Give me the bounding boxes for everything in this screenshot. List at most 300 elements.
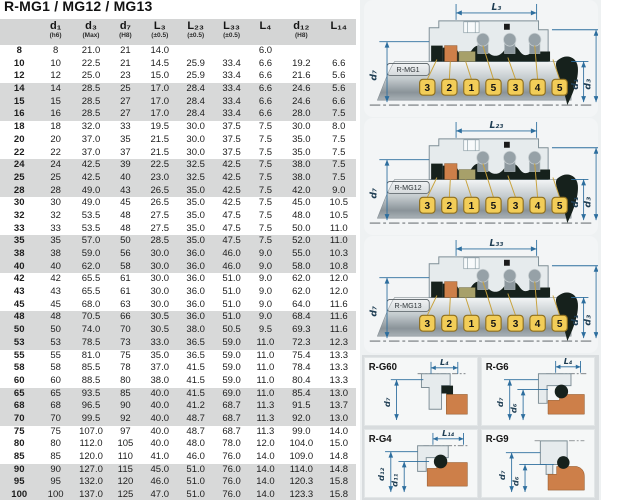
row-size-label: 45 <box>13 298 25 310</box>
table-cell: 28.5 <box>73 96 109 109</box>
table-cell: 48 <box>120 222 131 234</box>
table-cell: 25.9 <box>186 57 205 69</box>
table-cell: 39 <box>109 159 141 172</box>
dim-label-top: L₃ <box>491 1 502 13</box>
callout-number: 4 <box>534 319 541 331</box>
table-cell: 37.0 <box>150 362 170 374</box>
table-cell: 85 <box>109 388 141 401</box>
table-cell: 100 <box>38 489 72 500</box>
elastomer-block <box>548 394 584 414</box>
table-cell <box>281 45 321 58</box>
table-cell: 15.8 <box>322 489 356 500</box>
table-row <box>0 451 356 464</box>
table-cell: 30.0 <box>142 248 178 261</box>
table-cell: 14.8 <box>322 464 356 477</box>
table-cell: 105 <box>117 438 134 450</box>
seat-card-rg9 <box>481 429 595 498</box>
drive-band <box>459 52 475 62</box>
row-size-label: 65 <box>0 388 38 401</box>
table-cell: 37.5 <box>222 121 241 133</box>
table-cell: 28.4 <box>178 83 213 96</box>
table-cell: 24.6 <box>281 96 321 109</box>
table-header-row <box>0 19 356 45</box>
callout-number: 4 <box>534 201 541 213</box>
table-cell: 32.0 <box>81 121 101 133</box>
table-cell: 48.7 <box>178 413 213 426</box>
table-cell: 53.5 <box>81 209 101 221</box>
elastomer-block <box>548 466 584 490</box>
col-header-d1: d₁ (h6) <box>38 19 72 45</box>
table-cell: 97 <box>120 425 131 437</box>
dim-label-d7: d₇ <box>497 470 507 481</box>
callout-number: 2 <box>446 83 453 95</box>
table-cell: 10.5 <box>329 197 349 209</box>
table-cell: 6.6 <box>250 96 281 109</box>
mg-diagram-stack <box>360 0 598 354</box>
table-row <box>0 248 356 261</box>
dim-label-d3: d₃ <box>582 78 594 90</box>
table-cell: 23 <box>120 70 131 82</box>
table-cell: 36.0 <box>178 248 213 261</box>
table-cell: 13.3 <box>329 349 349 361</box>
table-cell: 7.5 <box>250 159 281 172</box>
table-cell: 11.0 <box>256 362 275 374</box>
table-cell: 33.4 <box>222 70 241 82</box>
row-size-label: 18 <box>13 121 25 133</box>
o-ring <box>555 385 568 399</box>
row-size-label: 68 <box>0 400 38 413</box>
table-cell: 36.5 <box>186 349 205 361</box>
table-cell: 11.0 <box>329 222 348 234</box>
mg-diagram-card <box>364 236 598 353</box>
table-cell: 26.5 <box>142 185 178 198</box>
table-cell: 30.5 <box>142 311 178 324</box>
table-cell: 32.5 <box>178 172 213 185</box>
row-size-label: 32 <box>13 209 25 221</box>
seat-card-rg60 <box>364 357 478 426</box>
table-cell: 28.0 <box>281 108 321 121</box>
table-cell: 28.4 <box>178 108 213 121</box>
table-cell: 14.0 <box>150 45 170 56</box>
table-cell: 12 <box>50 70 61 82</box>
table-cell: 14.5 <box>150 57 170 69</box>
table-cell: 49.0 <box>81 197 101 209</box>
table-cell: 33.4 <box>213 83 249 96</box>
table-cell: 48.7 <box>186 425 205 437</box>
row-size-label: 90 <box>0 464 38 477</box>
set-screw <box>504 260 510 266</box>
table-corner-cell <box>0 19 38 45</box>
table-cell: 8 <box>52 45 59 56</box>
mg-diagram <box>364 236 598 353</box>
table-cell: 6.6 <box>258 57 273 69</box>
table-cell: 74.0 <box>73 324 109 337</box>
o-ring <box>434 455 447 469</box>
row-size-label: 12 <box>13 70 25 82</box>
diagram-panel <box>360 0 601 500</box>
row-size-label: 60 <box>13 374 25 386</box>
table-cell: 5.6 <box>322 83 356 96</box>
dim-label-L4: L₄ <box>440 357 449 367</box>
row-size-label: 80 <box>13 438 25 450</box>
row-size-label: 8 <box>16 45 22 56</box>
table-cell: 114.0 <box>281 464 321 477</box>
table-cell: 59.0 <box>222 362 241 374</box>
table-cell: 12.0 <box>329 286 349 298</box>
table-cell: 112.0 <box>79 438 103 450</box>
table-cell: 69.0 <box>213 388 249 401</box>
drive-band <box>459 170 475 180</box>
dim-label-top: L₃₃ <box>489 237 504 249</box>
table-cell: 35.0 <box>178 185 213 198</box>
dim-label-L4: L₄ <box>563 357 573 366</box>
table-cell: 42.5 <box>213 159 249 172</box>
table-cell: 60 <box>50 374 61 386</box>
dim-label-d7: d₇ <box>368 69 380 81</box>
table-cell: 40 <box>109 172 141 185</box>
table-cell: 9.0 <box>258 298 273 310</box>
table-cell: 14.0 <box>250 489 281 500</box>
table-cell: 81.0 <box>81 349 101 361</box>
table-cell: 41.0 <box>150 451 170 462</box>
table-cell: 13.7 <box>322 400 356 413</box>
callout-number: 5 <box>556 319 563 331</box>
table-row <box>0 273 356 286</box>
mg-diagram-card <box>364 118 598 235</box>
callout-number: 2 <box>446 201 453 213</box>
table-cell: 11.0 <box>322 235 356 248</box>
callout-number: 5 <box>556 201 563 213</box>
table-cell: 7.5 <box>258 209 273 221</box>
col-header-d12: d₁₂ (H8) <box>281 19 321 45</box>
table-row <box>0 388 356 401</box>
table-cell: 48.0 <box>292 209 311 221</box>
table-cell: 68.7 <box>213 413 249 426</box>
table-cell: 137.0 <box>73 489 109 500</box>
table-cell: 45.0 <box>292 197 311 209</box>
seat-label: R-G4 <box>368 433 392 445</box>
table-cell: 30.0 <box>186 133 205 145</box>
table-row <box>0 362 356 375</box>
table-cell: 38.0 <box>150 374 170 386</box>
table-cell: 32.5 <box>178 159 213 172</box>
table-cell: 14.0 <box>256 451 275 462</box>
table-cell: 11.6 <box>329 298 348 310</box>
table-row <box>0 45 356 58</box>
seat-ring <box>431 46 443 62</box>
table-cell: 75 <box>50 425 61 437</box>
table-cell: 123.3 <box>281 489 321 500</box>
table-cell: 38.0 <box>281 159 321 172</box>
seat-diagram-rg6 <box>481 357 593 424</box>
table-cell: 51.0 <box>222 273 241 285</box>
elastomer-block <box>445 46 457 62</box>
row-size-label: 85 <box>13 451 25 462</box>
set-screw <box>504 142 510 148</box>
table-cell: 25 <box>38 172 72 185</box>
table-cell: 120.3 <box>281 476 321 489</box>
seat-label: R-G60 <box>368 361 397 373</box>
table-row <box>0 159 356 172</box>
table-row <box>0 337 356 350</box>
table-cell: 37.0 <box>81 133 101 145</box>
table-cell: 7.5 <box>258 146 273 158</box>
table-cell: 99.0 <box>292 425 311 437</box>
table-cell: 12.0 <box>329 273 349 285</box>
table-cell: 59.0 <box>222 374 241 386</box>
table-cell: 38 <box>38 248 72 261</box>
table-cell: 52.0 <box>281 235 321 248</box>
row-size-label: 15 <box>0 96 38 109</box>
table-cell: 40.0 <box>150 438 170 450</box>
row-size-label: 33 <box>13 222 25 234</box>
table-cell: 33 <box>50 222 61 234</box>
dim-label-L14: L₁₄ <box>442 429 455 438</box>
table-cell: 15.8 <box>322 476 356 489</box>
table-row <box>0 223 356 236</box>
row-size-label: 38 <box>0 248 38 261</box>
table-cell: 7.5 <box>322 108 356 121</box>
table-cell: 93.5 <box>73 388 109 401</box>
row-size-label: 40 <box>0 261 38 274</box>
table-cell: 75.4 <box>292 349 311 361</box>
table-cell: 92.0 <box>281 413 321 426</box>
seat-diagram-rg60 <box>364 357 476 424</box>
spring-cavity <box>464 140 479 151</box>
table-cell: 62.0 <box>292 273 311 285</box>
col-header-L4: L₄ <box>250 19 281 45</box>
col-header-L23: L₂₃ (±0.5) <box>178 19 213 45</box>
table-cell: 7.5 <box>250 235 281 248</box>
table-cell: 35.0 <box>292 146 311 158</box>
table-cell: 9.0 <box>250 248 281 261</box>
row-size-label: 53 <box>0 337 38 350</box>
table-cell: 48 <box>38 311 72 324</box>
row-size-label: 55 <box>13 349 25 361</box>
table-cell: 24.6 <box>281 83 321 96</box>
table-cell: 28 <box>38 185 72 198</box>
table-cell: 36.0 <box>186 286 205 298</box>
row-size-label: 20 <box>13 133 25 145</box>
table-cell: 90 <box>38 464 72 477</box>
table-cell: 19.2 <box>292 57 311 69</box>
table-cell: 15.0 <box>329 438 349 450</box>
table-cell: 10.5 <box>329 209 349 221</box>
table-cell: 40.0 <box>142 388 178 401</box>
page-title: R-MG1 / MG12 / MG13 <box>4 0 153 14</box>
seat-ring <box>431 282 443 298</box>
table-cell: 36.5 <box>178 337 213 350</box>
table-cell: 46.0 <box>186 451 205 462</box>
table-cell: 40.0 <box>142 400 178 413</box>
table-cell: 37.5 <box>222 146 241 158</box>
table-row <box>0 83 356 96</box>
table-cell: 22.5 <box>81 57 101 69</box>
table-cell: 32 <box>50 209 61 221</box>
callout-number: 3 <box>424 201 431 213</box>
callout-number: 3 <box>512 83 519 95</box>
table-cell: 30.0 <box>292 121 311 133</box>
table-cell: 68 <box>38 400 72 413</box>
table-cell <box>213 45 249 58</box>
row-size-label: 95 <box>0 476 38 489</box>
table-cell: 57.0 <box>73 235 109 248</box>
callout-number: 5 <box>490 83 497 95</box>
table-cell: 65.5 <box>81 286 101 298</box>
table-cell: 58 <box>50 362 61 374</box>
table-cell: 59.0 <box>222 349 241 361</box>
table-cell: 43 <box>109 185 141 198</box>
table-cell: 45.0 <box>142 464 178 477</box>
table-cell: 27.5 <box>150 209 170 221</box>
table-cell: 110 <box>117 451 133 462</box>
callout-number: 4 <box>534 83 541 95</box>
elastomer-block <box>446 394 467 414</box>
table-cell: 36.0 <box>186 298 205 310</box>
table-cell: 7.5 <box>258 121 273 133</box>
table-cell: 53 <box>38 337 72 350</box>
row-size-label: 75 <box>13 425 25 437</box>
table-row <box>0 489 356 500</box>
table-row <box>0 185 356 198</box>
table-cell: 51.0 <box>222 298 241 310</box>
table-cell: 20 <box>50 133 61 145</box>
table-cell: 33 <box>120 121 131 133</box>
table-cell: 11.0 <box>250 337 281 350</box>
table-cell: 65.5 <box>81 273 101 285</box>
table-cell: 10.3 <box>322 248 356 261</box>
table-cell: 7.5 <box>332 146 346 158</box>
table-cell: 66 <box>109 311 141 324</box>
table-cell: 35.0 <box>186 222 205 234</box>
table-cell: 23.0 <box>142 172 178 185</box>
table-cell: 14.0 <box>250 476 281 489</box>
table-row <box>0 311 356 324</box>
mg-label: R-MG1 <box>396 65 420 75</box>
table-cell: 7.5 <box>250 185 281 198</box>
row-size-label: 35 <box>0 235 38 248</box>
table-row <box>0 286 356 299</box>
table-cell: 10.8 <box>322 261 356 274</box>
table-cell: 9.0 <box>250 261 281 274</box>
table-cell: 17.0 <box>142 108 178 121</box>
set-screw <box>504 24 510 30</box>
dim-label-d1: d₁ <box>569 78 581 90</box>
table-cell: 24 <box>38 159 72 172</box>
spring-pins <box>477 33 541 53</box>
row-size-label: 14 <box>0 83 38 96</box>
table-cell: 27.5 <box>150 222 170 234</box>
callout-number: 2 <box>446 319 453 331</box>
table-cell: 70 <box>38 413 72 426</box>
row-size-label: 10 <box>13 57 25 69</box>
table-cell: 33.0 <box>142 337 178 350</box>
table-cell: 6.6 <box>250 83 281 96</box>
table-cell: 78.5 <box>73 337 109 350</box>
row-size-label: 42 <box>13 273 25 285</box>
o-ring <box>557 456 569 469</box>
table-cell: 109.0 <box>289 451 314 462</box>
table-cell: 30.0 <box>186 121 205 133</box>
table-cell: 9.0 <box>322 185 356 198</box>
table-row <box>0 375 356 388</box>
spring-pins <box>477 269 541 289</box>
table-cell: 47.0 <box>142 489 178 500</box>
table-cell: 51.0 <box>178 489 213 500</box>
col-header-L14: L₁₄ <box>322 19 356 45</box>
table-cell: 9.0 <box>258 286 273 298</box>
dim-label-d1: d₁ <box>569 314 581 326</box>
table-cell: 11.6 <box>322 324 356 337</box>
table-cell: 40 <box>38 261 72 274</box>
mg-diagram <box>364 0 598 117</box>
table-cell: 62.0 <box>292 286 311 298</box>
table-cell: 11.3 <box>256 425 275 437</box>
table-cell: 41.2 <box>178 400 213 413</box>
table-cell: 9.0 <box>258 273 273 285</box>
mg-diagram-card <box>364 0 598 117</box>
table-cell: 30 <box>50 197 61 209</box>
table-cell: 38.0 <box>281 172 321 185</box>
row-size-label: 50 <box>0 324 38 337</box>
table-cell: 78.4 <box>292 362 311 374</box>
table-cell: 22.5 <box>142 159 178 172</box>
table-cell: 55.0 <box>281 248 321 261</box>
seat-diagram-grid <box>362 355 599 500</box>
callout-number: 5 <box>490 201 497 213</box>
table-cell: 51.0 <box>178 476 213 489</box>
table-cell: 76.0 <box>213 489 249 500</box>
table-row <box>0 476 356 489</box>
table-cell: 72.3 <box>281 337 321 350</box>
callout-number: 1 <box>468 319 475 331</box>
table-row <box>0 261 356 274</box>
table-cell: 115 <box>109 464 141 477</box>
table-cell: 47.5 <box>222 222 241 234</box>
table-cell: 13.0 <box>322 388 356 401</box>
table-cell: 42.5 <box>73 172 109 185</box>
mg-diagram <box>364 118 598 235</box>
table-cell: 46.0 <box>213 261 249 274</box>
dim-label-d7: d₇ <box>368 187 380 199</box>
table-cell: 73 <box>109 337 141 350</box>
table-cell: 76.0 <box>213 464 249 477</box>
table-row <box>0 108 356 121</box>
table-cell: 9.0 <box>250 311 281 324</box>
table-cell: 68.7 <box>213 400 249 413</box>
table-cell: 11.0 <box>256 349 275 361</box>
table-cell: 11.3 <box>250 413 281 426</box>
table-row <box>0 134 356 147</box>
callout-number: 1 <box>468 201 475 213</box>
spring-pins <box>477 151 541 171</box>
dim-label-top: L₂₃ <box>489 119 504 131</box>
table-cell: 56 <box>109 248 141 261</box>
table-cell: 92 <box>109 413 141 426</box>
table-cell: 7.5 <box>250 172 281 185</box>
table-cell: 36.0 <box>178 261 213 274</box>
table-cell: 85.4 <box>281 388 321 401</box>
table-cell: 27 <box>109 96 141 109</box>
table-cell: 27 <box>109 108 141 121</box>
elastomer-block <box>445 282 457 298</box>
dim-label-d1: d₁ <box>569 196 581 208</box>
table-row <box>0 58 356 71</box>
dim-label-d7: d₇ <box>368 305 380 317</box>
callout-number: 3 <box>424 319 431 331</box>
table-cell: 22 <box>50 146 61 158</box>
table-cell: 14.0 <box>250 464 281 477</box>
